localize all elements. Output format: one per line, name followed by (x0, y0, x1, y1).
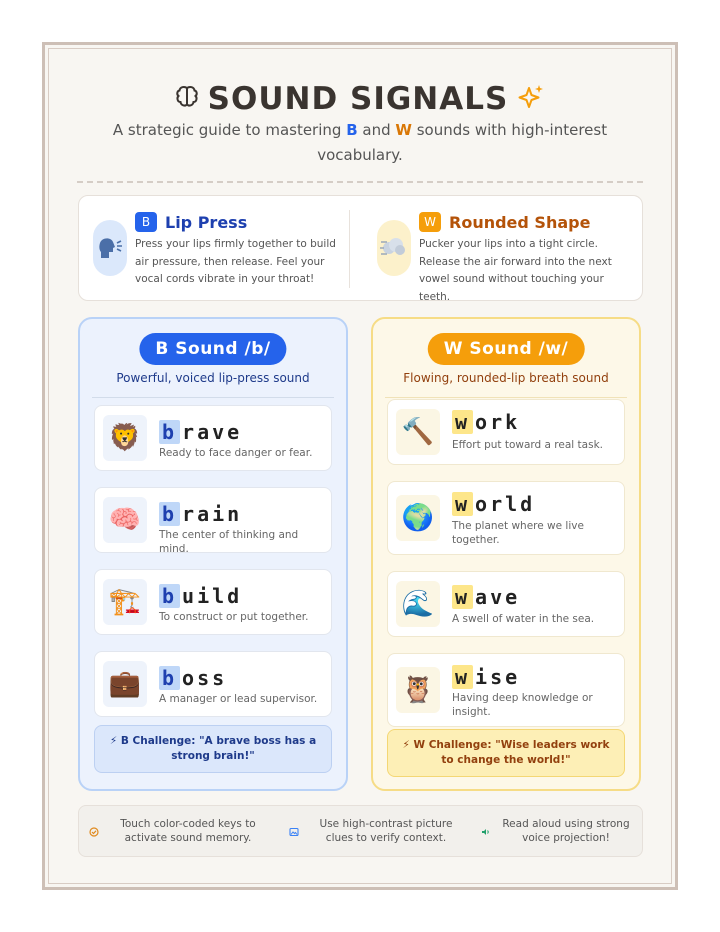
crane-icon: 🏗️ (103, 579, 147, 625)
b-sound-tagline: Powerful, voiced lip-press sound (116, 371, 310, 385)
word-card-wise[interactable] (387, 653, 625, 727)
panel-divider (92, 397, 334, 398)
wave-icon: 🌊 (396, 581, 440, 627)
b-sound-panel (78, 317, 348, 791)
tip-separator (349, 210, 350, 288)
page-subtitle: A strategic guide to mastering B and W sounds with high-interest vocabulary. (112, 121, 608, 164)
footer-tip-1: Touch color-coded keys to activate sound memory. (89, 806, 269, 856)
w-sound-panel (371, 317, 641, 791)
footer-tip-2: Use high-contrast picture clues to verify context. (289, 806, 469, 856)
word-card-world[interactable] (387, 481, 625, 555)
brain-emoji-icon: 🧠 (103, 497, 147, 543)
tip-badge-w: W (419, 212, 441, 232)
owl-icon: 🦉 (396, 667, 440, 713)
dashed-divider (77, 181, 643, 183)
tip-lip-press (79, 196, 349, 300)
word-definition: The planet where we live together. (452, 520, 584, 546)
word-card-wave[interactable] (387, 571, 625, 637)
word-wise: w ise (452, 665, 520, 689)
word-card-brain[interactable] (94, 487, 332, 553)
word-work: w ork (452, 410, 520, 434)
check-circle-icon (89, 822, 99, 841)
w-sound-pill: W Sound /w/ (428, 333, 585, 365)
word-card-brave[interactable] (94, 405, 332, 471)
word-card-work[interactable] (387, 399, 625, 465)
word-world: w orld (452, 492, 535, 516)
b-challenge-box: ⚡ B Challenge: "A brave boss has a strong brain!" (94, 725, 332, 773)
word-brave: b rave (159, 420, 242, 444)
tip-title-lip-press: Lip Press (165, 212, 248, 232)
word-definition: Effort put toward a real task. (452, 439, 603, 451)
word-boss: b oss (159, 666, 227, 690)
word-build: b uild (159, 584, 242, 608)
speaking-head-icon (93, 220, 127, 276)
word-definition: A manager or lead supervisor. (159, 693, 318, 705)
word-definition: Ready to face danger or fear. (159, 447, 313, 459)
b-sound-pill: B Sound /b/ (139, 333, 286, 365)
word-brain: b rain (159, 502, 242, 526)
footer-tip-3: Read aloud using strong voice projection! (481, 806, 641, 856)
panel-divider (385, 397, 627, 398)
tips-footer (78, 805, 643, 857)
word-card-build[interactable] (94, 569, 332, 635)
w-challenge-box: ⚡ W Challenge: "Wise leaders work to change the world!" (387, 729, 625, 777)
word-wave: w ave (452, 585, 520, 609)
wind-icon (377, 220, 411, 276)
sparkle-icon (516, 82, 546, 116)
tip-title-rounded-shape: Rounded Shape (449, 212, 591, 232)
page-frame (42, 42, 678, 890)
w-sound-tagline: Flowing, rounded-lip breath sound (403, 371, 609, 385)
tip-text-lip-press: Press your lips firmly together to build air pressure, then release. Feel your vocal cords vibrate in your throat! (135, 238, 336, 285)
tip-rounded-shape (363, 196, 643, 303)
hammer-icon: 🔨 (396, 409, 440, 455)
word-definition: A swell of water in the sea. (452, 613, 595, 625)
technique-tips-card (78, 195, 643, 301)
title-row (45, 81, 675, 117)
tip-text-rounded-shape: Pucker your lips into a tight circle. Release the air forward into the next vowel sound without touching your teeth. (419, 238, 612, 303)
briefcase-icon: 💼 (103, 661, 147, 707)
globe-icon: 🌍 (396, 495, 440, 541)
word-definition: The center of thinking and mind. (159, 529, 299, 555)
brain-icon (174, 84, 200, 114)
image-icon (289, 822, 299, 841)
volume-icon (481, 822, 491, 841)
word-definition: To construct or put together. (159, 611, 309, 623)
tip-badge-b: B (135, 212, 157, 232)
word-definition: Having deep knowledge or insight. (452, 692, 593, 718)
word-card-boss[interactable] (94, 651, 332, 717)
page-title: SOUND SIGNALS (207, 81, 509, 117)
lion-icon: 🦁 (103, 415, 147, 461)
